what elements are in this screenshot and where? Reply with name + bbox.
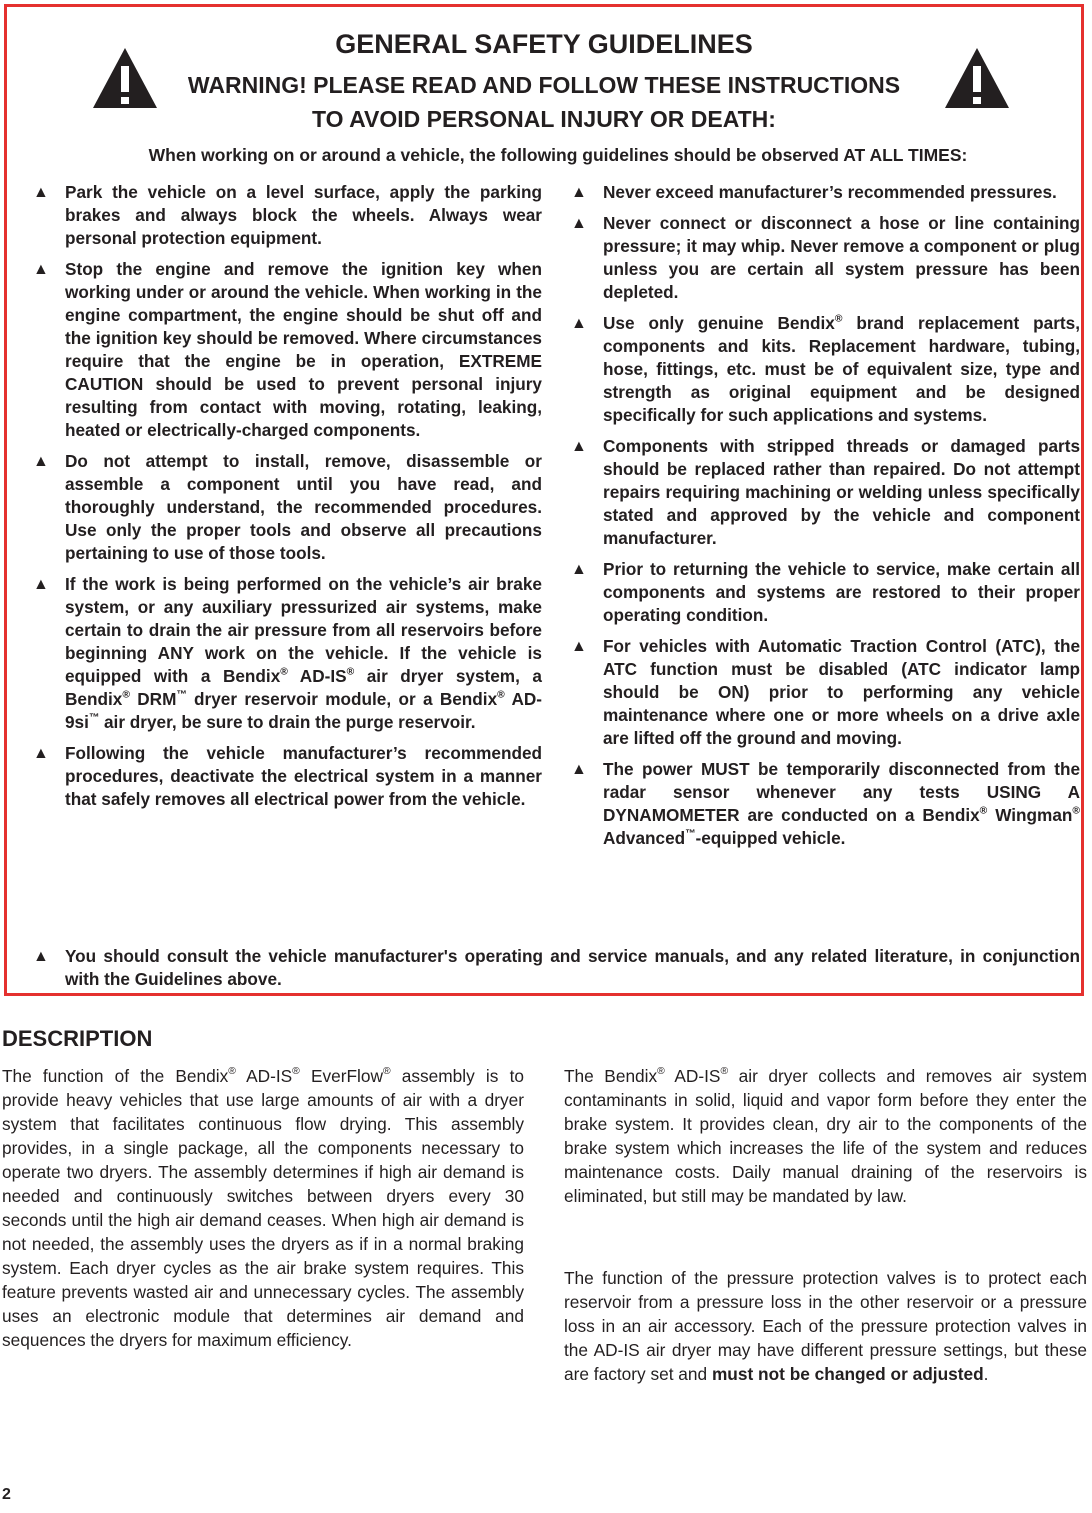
bullet-triangle-icon: ▲ [571,438,587,455]
bullet-triangle-icon: ▲ [33,453,49,470]
list-item: ▲ For vehicles with Automatic Traction Control (ATC), the ATC function must be disabled (ATC indicator lamp should be ON) prior to performing any vehicle maintenance where one or more wheels on a drive axle are lifted off the ground and moving. [571,636,1080,748]
safety-closing-note [25,945,1080,991]
description-paragraph: The Bendix® AD-IS® air dryer collects and removes air system contaminants in solid, liquid and vapor form before they enter the brake system. It provides clean, dry air to the components of the brake system which increases the life of the system and reduces maintenance costs. Daily manual draining of the reservoirs is eliminated, but still may be mandated by law. [564,1066,1088,1206]
list-item: ▲ Use only genuine Bendix® brand replacement parts, components and kits. Replacement hardware, tubing, hose, fittings, etc. must be of equivalent size, type and strength as original equipment and be designed specifically for such applications and systems. [571,313,1080,425]
safety-left-column [25,181,542,819]
safety-guidelines-box [4,4,1084,996]
section-heading: DESCRIPTION [2,1026,153,1051]
list-item: ▲ Never connect or disconnect a hose or line containing pressure; it may whip. Never remove a component or plug unless you are certain all system pressure has been depleted. [571,213,1080,302]
bullet-triangle-icon: ▲ [33,745,49,762]
bullet-triangle-icon: ▲ [571,761,587,778]
bullet-triangle-icon: ▲ [571,638,587,655]
bullet-triangle-icon: ▲ [33,184,49,201]
safety-intro: When working on or around a vehicle, the following guidelines should be observed AT ALL TIMES: [148,145,968,165]
bullet-triangle-icon: ▲ [33,576,49,593]
list-item: ▲ You should consult the vehicle manufacturer's operating and service manuals, and any related literature, in conjunction with the Guidelines above. [33,946,1080,989]
bullet-triangle-icon: ▲ [571,315,587,332]
page-number: 2 [2,1486,11,1503]
warning-line-1: WARNING! PLEASE READ AND FOLLOW THESE INSTRUCTIONS [187,72,901,98]
list-item: ▲ The power MUST be temporarily disconnected from the radar sensor whenever any tests USING A DYNAMOMETER are conducted on a Bendix® Wingman® Advanced™-equipped vehicle. [571,759,1080,848]
bullet-triangle-icon: ▲ [33,261,49,278]
description-paragraph: The function of the pressure protection valves is to protect each reservoir from a pressure loss in the other reservoir or a pressure loss in an air accessory. Each of the pressure protection valves in the AD-IS air dryer may have different pressure settings, but these are factory set and must not be changed or adjusted. [564,1268,1087,1384]
list-item: ▲ Following the vehicle manufacturer’s recommended procedures, deactivate the electrical system in a manner that safely removes all electrical power from the vehicle. [33,743,542,809]
list-item: ▲ Components with stripped threads or damaged parts should be replaced rather than repaired. Do not attempt repairs requiring machining or welding unless specifically stated and approved by the vehicle and component manufacturer. [571,436,1080,548]
list-item: ▲ Park the vehicle on a level surface, apply the parking brakes and always block the wheels. Always wear personal protection equipment. [33,182,542,248]
list-item: ▲ Stop the engine and remove the ignition key when working under or around the vehicle. When working in the engine compartment, the engine should be shut off and the ignition key should be removed. Where circumstances require that the engine be in operation, EXTREME CAUTION should be used to prevent personal injury resulting from contact with moving, rotating, leaking, heated or electrically-charged components. [33,259,542,440]
warning-line-2: TO AVOID PERSONAL INJURY OR DEATH: [312,106,776,132]
list-item: ▲ Never exceed manufacturer’s recommended pressures. [571,182,1057,202]
bullet-triangle-icon: ▲ [571,215,587,232]
bullet-triangle-icon: ▲ [571,561,587,578]
description-paragraph: The function of the Bendix® AD-IS® EverFlow® assembly is to provide heavy vehicles that use large amounts of air with a dryer system that facilitates continuous flow drying. This assembly provides, in a single package, all the components necessary to operate two dryers. The assembly determines if high air demand is needed and continuously switches between dryers every 30 seconds until the high air demand ceases. When high air demand is not needed, the assembly uses the dryers as if in a normal braking system. Each dryer cycles as the air brake system requires. This feature prevents wasted air and unnecessary cycles. The assembly uses an electronic module that determines air demand and sequences the dryers for maximum efficiency. [2,1066,524,1350]
list-item: ▲ Do not attempt to install, remove, disassemble or assemble a component until you have read, and thoroughly understand, the recommended procedures. Use only the proper tools and observe all precautions pertaining to use of those tools. [33,451,542,563]
bullet-triangle-icon: ▲ [33,948,49,965]
list-item: ▲ If the work is being performed on the vehicle’s air brake system, or any auxiliary pressurized air systems, make certain to drain the air pressure from all reservoirs before beginning ANY work on the vehicle. If the vehicle is equipped with a Bendix® AD-IS® air dryer system, a Bendix® DRM™ dryer reservoir module, or a Bendix® AD-9si™ air dryer, be sure to drain the purge reservoir. [33,574,542,732]
bullet-triangle-icon: ▲ [571,184,587,201]
safety-right-column [563,181,1080,858]
list-item: ▲ Prior to returning the vehicle to service, make certain all components and systems are restored to their proper operating condition. [571,559,1080,625]
safety-title: GENERAL SAFETY GUIDELINES [335,29,753,59]
